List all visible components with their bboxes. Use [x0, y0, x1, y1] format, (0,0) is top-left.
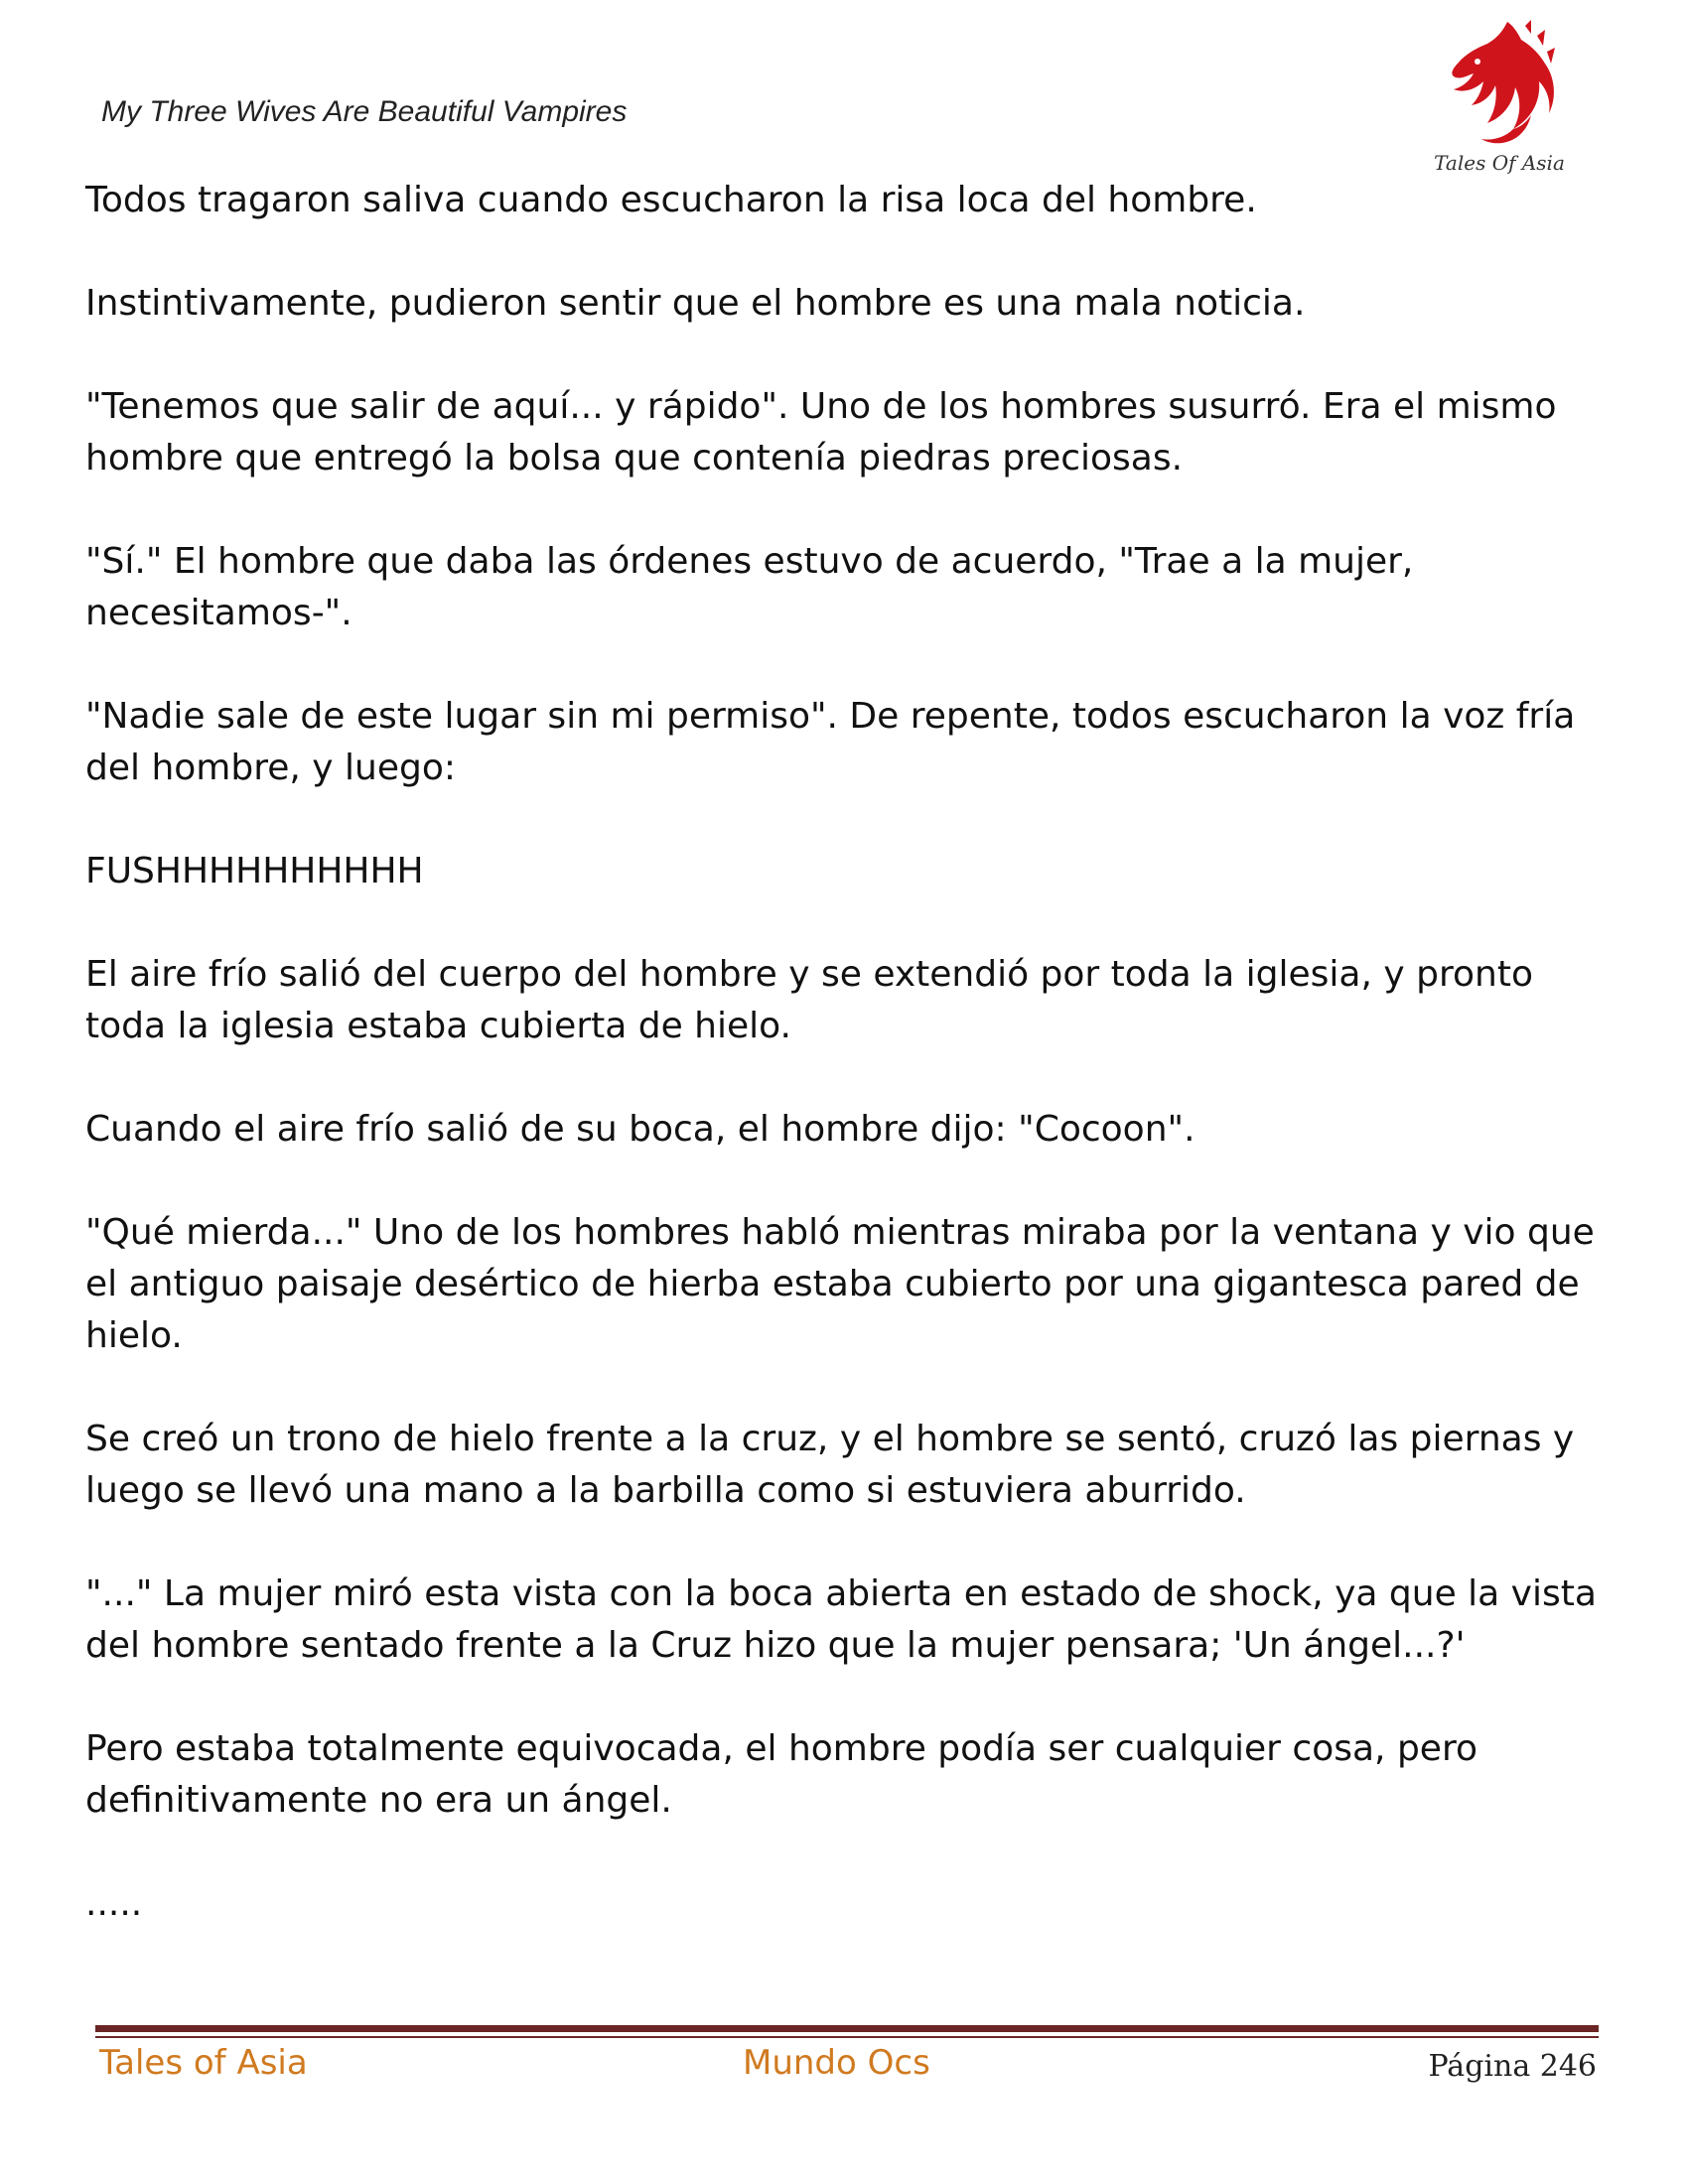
- paragraph: Instintivamente, pudieron sentir que el hombre es una mala noticia.: [85, 283, 1306, 324]
- paragraph: Cuando el aire frío salió de su boca, el hombre dijo: "Cocoon".: [85, 1109, 1196, 1150]
- paragraph: Todos tragaron saliva cuando escucharon la risa loca del hombre.: [85, 180, 1257, 220]
- paragraph: Pero estaba totalmente equivocada, el hombre podía ser cualquier cosa, pero definitivamente no era un ángel.: [85, 1728, 1477, 1821]
- footer-publisher: Tales of Asia: [99, 2043, 308, 2083]
- red-dragon-icon: [1448, 18, 1557, 157]
- chapter-body: [85, 175, 1615, 1981]
- paragraph: "..." La mujer miró esta vista con la boca abierta en estado de shock, ya que la vista del hombre sentado frente a la Cruz hizo que la mujer pensara; 'Un ángel...?': [85, 1573, 1597, 1666]
- footer-divider: [95, 2025, 1599, 2032]
- page-number: Página 246: [1428, 2049, 1597, 2084]
- paragraph: El aire frío salió del cuerpo del hombre y se extendió por toda la iglesia, y pronto toda la iglesia estaba cubierta de hielo.: [85, 954, 1533, 1046]
- paragraph: "Nadie sale de este lugar sin mi permiso". De repente, todos escucharon la voz fría del hombre, y luego:: [85, 696, 1576, 788]
- paragraph: Se creó un trono de hielo frente a la cruz, y el hombre se sentó, cruzó las piernas y luego se llevó una mano a la barbilla como si estuviera aburrido.: [85, 1419, 1575, 1511]
- scene-break: .....: [85, 1883, 143, 1924]
- publisher-logo: [1430, 18, 1569, 182]
- paragraph: "Tenemos que salir de aquí... y rápido". Uno de los hombres susurró. Era el mismo hombre que entregó la bolsa que contenía piedras preciosas.: [85, 386, 1557, 478]
- logo-wordmark: Tales Of Asia: [1434, 151, 1565, 175]
- paragraph: "Qué mierda..." Uno de los hombres habló mientras miraba por la ventana y vio que el antiguo paisaje desértico de hierba estaba cubierto por una gigantesca pared de hielo.: [85, 1212, 1595, 1356]
- footer-divider-thin: [95, 2036, 1599, 2038]
- paragraph: "Sí." El hombre que daba las órdenes estuvo de acuerdo, "Trae a la mujer, necesitamos-".: [85, 541, 1414, 633]
- sound-effect: FUSHHHHHHHHHH: [85, 851, 424, 891]
- footer-site: Mundo Ocs: [743, 2043, 930, 2083]
- book-title: My Three Wives Are Beautiful Vampires: [101, 95, 628, 128]
